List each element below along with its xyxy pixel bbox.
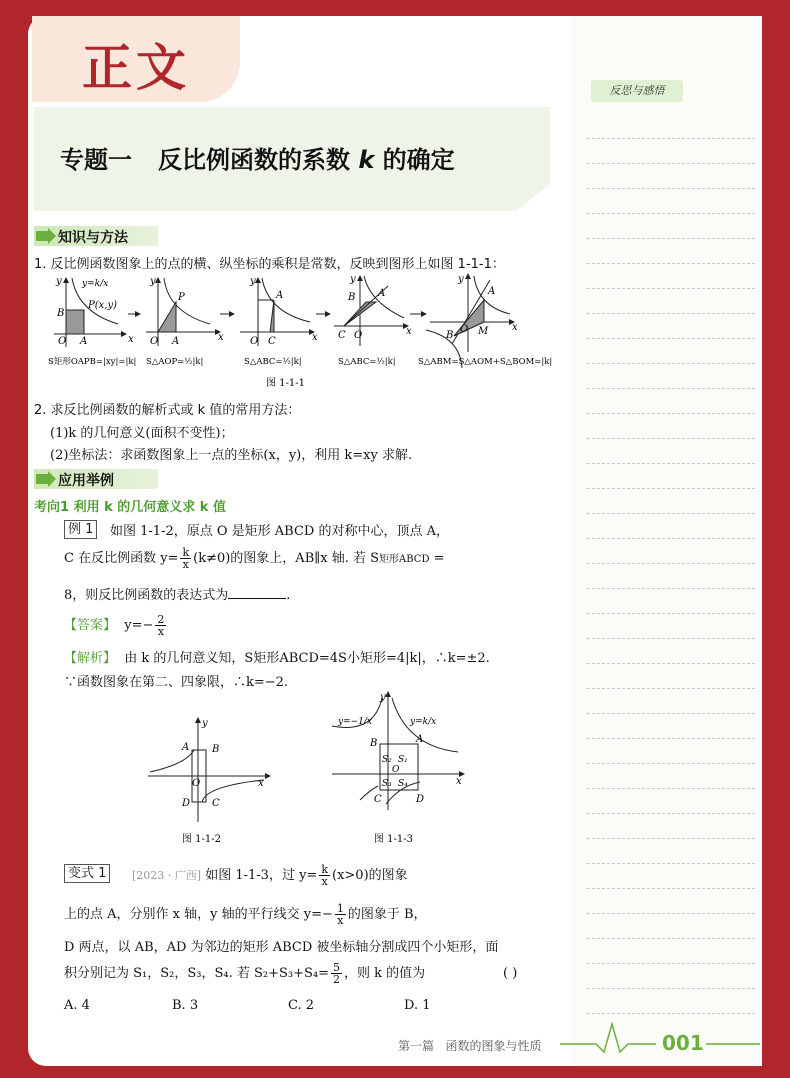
ruled-line xyxy=(587,1013,755,1014)
section-tab xyxy=(32,16,240,102)
topic-title-text: 反比例函数的系数 xyxy=(158,146,359,174)
svg-text:S₁: S₁ xyxy=(398,755,408,765)
svg-text:B: B xyxy=(446,330,454,341)
svg-text:B: B xyxy=(57,308,65,319)
footer-chapter: 第一篇 函数的图象与性质 xyxy=(398,1039,542,1053)
svg-text:y: y xyxy=(150,276,156,287)
svg-text:O: O xyxy=(460,324,469,335)
svg-text:x: x xyxy=(128,334,134,345)
formula-3: S△ABC=½|k| xyxy=(244,357,302,367)
svg-text:B: B xyxy=(370,738,378,749)
example-analysis-2: ∵函数图象在第二、四象限，∴k=−2. xyxy=(64,675,289,690)
heartbeat-line xyxy=(560,1018,760,1058)
svg-text:P: P xyxy=(178,292,185,303)
ruled-line xyxy=(587,913,755,914)
svg-text:x: x xyxy=(258,778,264,789)
item-2: 2. 求反比例函数的解析式或 k 值的常用方法： xyxy=(34,403,301,418)
variant-line-2: 上的点 A，分别作 x 轴，y 轴的平行线交 y=− $\frac{1}{x}$ 的图象于 B， xyxy=(64,902,427,927)
svg-text:D: D xyxy=(416,794,425,805)
ruled-line xyxy=(587,363,755,364)
svg-text:y: y xyxy=(380,692,386,703)
example-tag: 例 1 xyxy=(64,520,97,539)
svg-text:B: B xyxy=(212,744,220,755)
reflection-column xyxy=(571,16,762,1066)
ruled-line xyxy=(587,988,755,989)
fig111-caption: 图 1-1-1 xyxy=(266,378,306,389)
page-number: 001 xyxy=(662,1031,704,1055)
answer-blank xyxy=(228,586,286,599)
ruled-line xyxy=(587,313,755,314)
example-analysis: 【解析】 由 k 的几何意义知，S矩形ABCD=4S小矩形=4|k|，∴k=±2. xyxy=(64,651,490,666)
ruled-line xyxy=(587,463,755,464)
ruled-line xyxy=(587,263,755,264)
ruled-line xyxy=(587,713,755,714)
ruled-line xyxy=(587,888,755,889)
right-eq: y=k/x xyxy=(410,717,437,727)
fig111-panel-triangle-3 xyxy=(334,274,412,346)
fig113-caption: 图 1-1-3 xyxy=(374,834,414,845)
ruled-line xyxy=(587,413,755,414)
svg-text:x: x xyxy=(406,326,412,337)
example-answer: 【答案】 y=− $\frac{2}{x}$ xyxy=(64,613,165,638)
ruled-line xyxy=(587,963,755,964)
svg-text:x: x xyxy=(312,332,318,343)
svg-text:A: A xyxy=(182,742,190,753)
arrow-icon xyxy=(36,474,48,484)
figure-1-1-2 xyxy=(146,714,276,846)
eq-label: y=k/x xyxy=(82,279,109,289)
svg-text:y: y xyxy=(202,718,208,729)
ruled-line xyxy=(587,688,755,689)
section-heading-label: 知识与方法 xyxy=(58,230,128,246)
svg-text:y: y xyxy=(250,276,256,287)
svg-text:O: O xyxy=(392,765,400,775)
ruled-line xyxy=(587,213,755,214)
figure-1-1-1 xyxy=(48,272,553,390)
ruled-line xyxy=(587,563,755,564)
ruled-line xyxy=(587,138,755,139)
ruled-line xyxy=(587,513,755,514)
answer-paren: ( ) xyxy=(503,966,518,981)
ruled-line xyxy=(587,863,755,864)
svg-text:x: x xyxy=(218,332,224,343)
svg-text:O: O xyxy=(150,336,159,347)
ruled-line xyxy=(587,788,755,789)
fig111-panel-sym xyxy=(426,274,518,368)
ruled-line xyxy=(587,663,755,664)
topic-suffix: 的确定 xyxy=(374,146,455,174)
svg-text:y: y xyxy=(458,274,464,285)
svg-text:x: x xyxy=(456,776,462,787)
ruled-line xyxy=(587,238,755,239)
section-heading-examples xyxy=(34,469,158,489)
variant-line-3: D 两点，以 AB，AD 为邻边的矩形 ABCD 被坐标轴分割成四个小矩形，面 xyxy=(64,940,499,955)
svg-text:S₄: S₄ xyxy=(398,779,408,789)
svg-text:S₃: S₃ xyxy=(382,779,392,789)
svg-text:y: y xyxy=(56,276,62,287)
svg-text:A: A xyxy=(172,336,180,347)
svg-text:S₂: S₂ xyxy=(382,755,392,765)
ruled-line xyxy=(587,938,755,939)
option-b[interactable]: B. 3 xyxy=(172,998,199,1013)
example-line-3: 8，则反比例函数的表达式为 . xyxy=(64,588,291,603)
svg-text:O: O xyxy=(250,336,259,347)
topic-direction: 考向1 利用 k 的几何意义求 k 值 xyxy=(34,500,226,515)
topic-title xyxy=(60,140,455,175)
ruled-line xyxy=(587,163,755,164)
ruled-line xyxy=(587,438,755,439)
section-heading-label: 应用举例 xyxy=(58,473,114,489)
svg-text:A: A xyxy=(378,288,386,299)
point-label: P(x,y) xyxy=(88,300,117,311)
svg-text:C: C xyxy=(374,794,382,805)
ruled-line xyxy=(587,638,755,639)
fig112-caption: 图 1-1-2 xyxy=(182,834,222,845)
svg-text:A: A xyxy=(416,734,424,745)
formula-5: S△ABM=S△AOM+S△BOM=|k| xyxy=(418,357,553,367)
svg-text:B: B xyxy=(348,292,356,303)
ruled-line xyxy=(587,763,755,764)
svg-text:O: O xyxy=(354,330,363,341)
svg-text:A: A xyxy=(276,290,284,301)
svg-text:C: C xyxy=(268,336,276,347)
item-1: 1. 反比例函数图象上的点的横、纵坐标的乘积是常数，反映到图形上如图 1-1-1： xyxy=(34,257,505,272)
svg-text:O: O xyxy=(192,778,201,789)
arrow-icon xyxy=(36,231,48,241)
svg-text:C: C xyxy=(338,330,346,341)
formula-4: S△ABC=½|k| xyxy=(338,357,396,367)
topic-prefix: 专题一 xyxy=(60,146,132,174)
svg-text:O: O xyxy=(58,336,67,347)
section-heading-knowledge xyxy=(34,226,158,246)
fig111-panel-rect xyxy=(54,276,134,347)
reflection-title: 反思与感悟 xyxy=(591,80,683,102)
ruled-line xyxy=(587,738,755,739)
ruled-line xyxy=(587,613,755,614)
svg-text:C: C xyxy=(212,798,220,809)
ruled-line xyxy=(587,388,755,389)
svg-text:M: M xyxy=(478,326,489,337)
svg-text:y: y xyxy=(350,274,356,285)
fig111-panel-triangle-2 xyxy=(240,276,318,347)
ruled-line xyxy=(587,338,755,339)
svg-text:A: A xyxy=(488,286,496,297)
option-d[interactable]: D. 1 xyxy=(404,998,431,1013)
left-eq: y=−1/x xyxy=(338,717,373,727)
section-tab-label: 正文 xyxy=(82,39,190,97)
topic-k: k xyxy=(358,146,375,174)
ruled-line xyxy=(587,813,755,814)
ruled-line xyxy=(587,538,755,539)
option-c[interactable]: C. 2 xyxy=(288,998,315,1013)
ruled-line xyxy=(587,488,755,489)
fig111-panel-triangle-1 xyxy=(146,276,224,347)
figure-1-1-3 xyxy=(330,690,470,846)
example-line-2: C 在反比例函数 y= $\frac{k}{x}$ (k≠0)的图象上，AB∥x 轴. 若 S矩形ABCD = xyxy=(64,546,445,571)
svg-text:x: x xyxy=(512,322,518,333)
item-2b: (2)坐标法：求函数图象上一点的坐标(x，y)，利用 k=xy 求解. xyxy=(50,448,413,463)
ruled-line xyxy=(587,288,755,289)
banner-fold xyxy=(516,184,550,211)
ruled-line xyxy=(587,588,755,589)
svg-text:A: A xyxy=(80,336,88,347)
option-a[interactable]: A. 4 xyxy=(64,998,90,1013)
ruled-line xyxy=(587,838,755,839)
item-2a: (1)k 的几何意义(面积不变性)； xyxy=(50,426,234,441)
formula-1: S矩形OAPB=|xy|=|k| xyxy=(48,357,137,367)
svg-text:D: D xyxy=(182,798,191,809)
example-line-1: 如图 1-1-2，原点 O 是矩形 ABCD 的对称中心，顶点 A， xyxy=(110,524,449,539)
ruled-line xyxy=(587,188,755,189)
variant-line-4: 积分别记为 S₁，S₂，S₃，S₄. 若 S₂+S₃+S₄= $\frac{5}{2}$ ，则 k 的值为 xyxy=(64,961,426,986)
variant-line-1: [2023 · 广西] 如图 1-1-3，过 y= $\frac{k}{x}$ (x>0)的图象 xyxy=(132,863,408,888)
variant-tag: 变式 1 xyxy=(64,864,110,883)
formula-2: S△AOP=½|k| xyxy=(146,357,204,367)
